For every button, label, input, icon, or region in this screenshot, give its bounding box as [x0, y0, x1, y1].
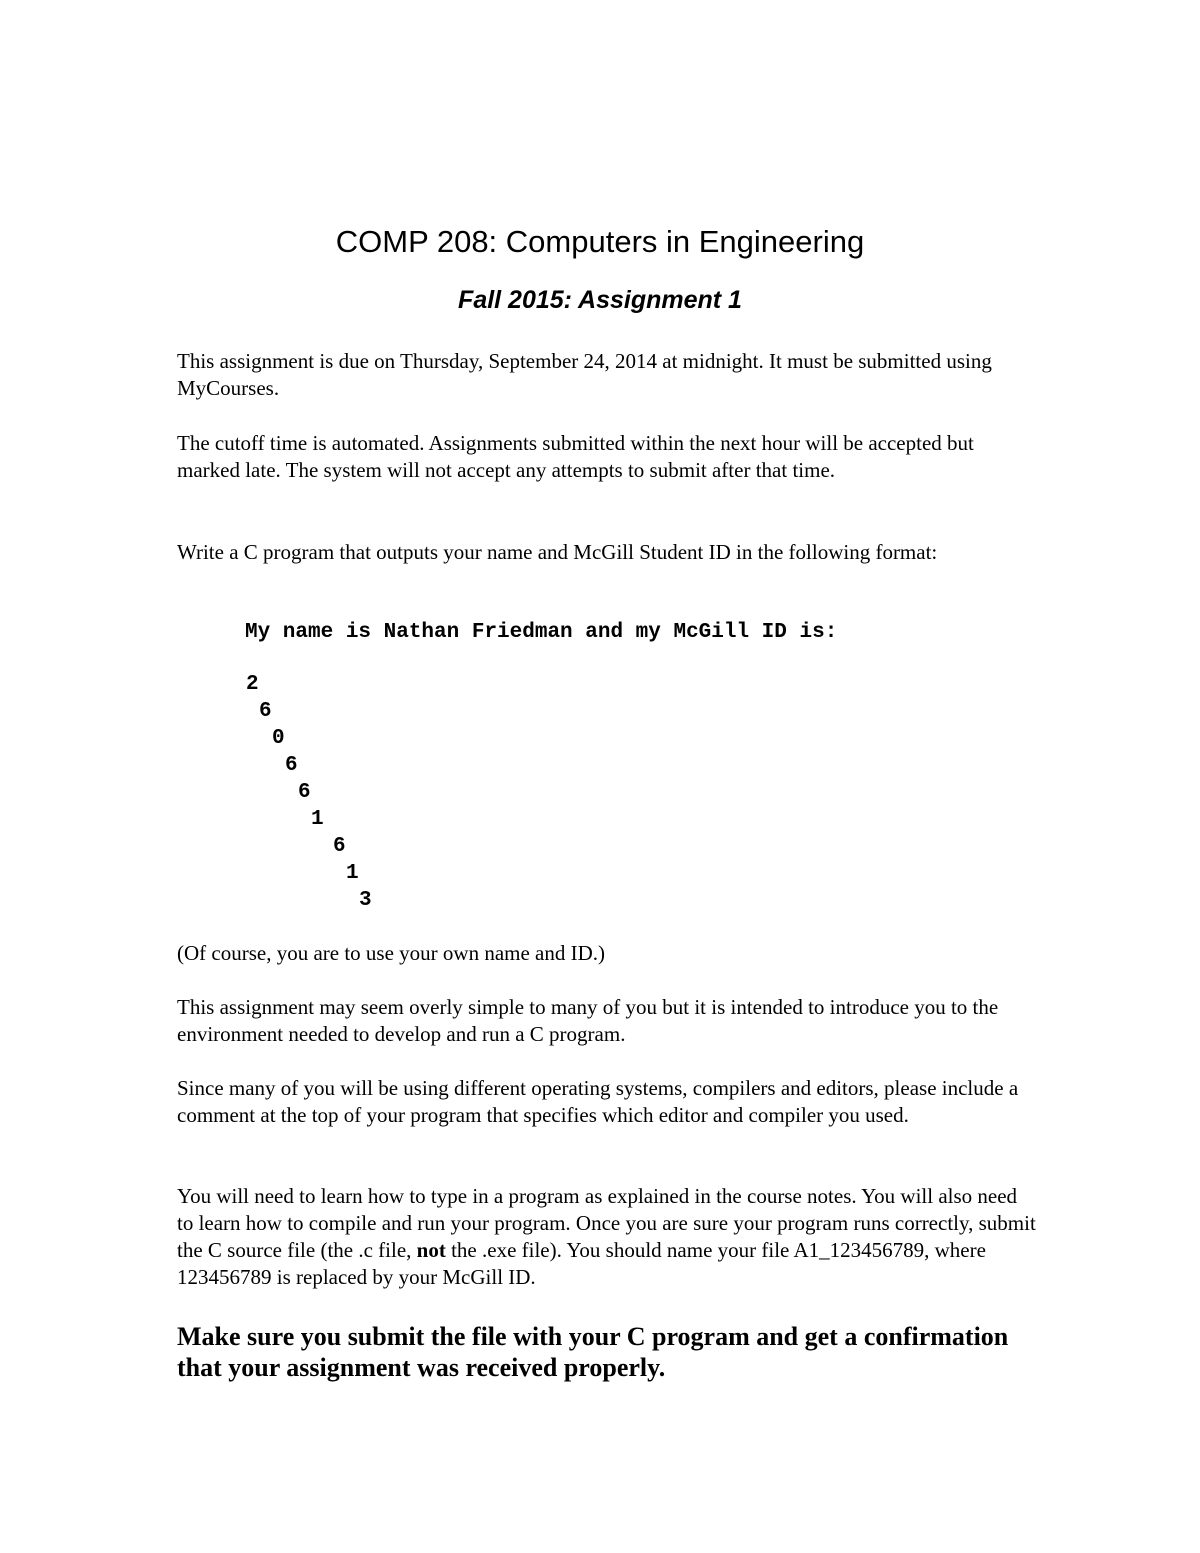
id-digit: 6 — [259, 700, 272, 723]
due-date-paragraph: This assignment is due on Thursday, September 24, 2014 at midnight. It must be submitted using MyCourses. — [177, 349, 992, 400]
document-subtitle: Fall 2015: Assignment 1 — [458, 286, 742, 314]
intro-paragraph: This assignment may seem overly simple to many of you but it is intended to introduce you to the environment needed to develop and run a C program. — [177, 995, 999, 1046]
id-digit: 6 — [298, 781, 311, 804]
sample-output-line: My name is Nathan Friedman and my McGill ID is: — [245, 621, 838, 644]
own-name-note: (Of course, you are to use your own name and ID.) — [177, 941, 606, 965]
cutoff-paragraph: The cutoff time is automated. Assignments submitted within the next hour will be accepted but marked late. The system will not accept any attempts to submit after that time. — [177, 431, 974, 482]
id-digit: 6 — [285, 754, 298, 777]
id-digit: 2 — [246, 673, 259, 696]
environment-paragraph: Since many of you will be using different operating systems, compilers and editors, please include a comment at the top of your program that specifies which editor and compiler you used. — [177, 1076, 1019, 1127]
submission-text-end: the .exe file). You should name your file A1_123456789, where 123456789 is replaced by your McGill ID. — [177, 1238, 986, 1289]
id-digit: 0 — [272, 727, 285, 750]
submission-text-start: You will need to learn how to type in a program as explained in the course notes. You will also need to learn how to compile and run your program. Once you are sure your program runs correctly, submit the C source file (the .c file, — [177, 1184, 1036, 1262]
id-digit: 6 — [333, 835, 346, 858]
closing-notice: Make sure you submit the file with your C program and get a confirmation that your assignment was received properly. — [177, 1322, 1009, 1382]
id-digit: 3 — [359, 889, 372, 912]
document-title: COMP 208: Computers in Engineering — [335, 224, 865, 259]
id-digit: 1 — [311, 808, 324, 831]
task-paragraph: Write a C program that outputs your name and McGill Student ID in the following format: — [177, 540, 938, 564]
submission-emphasis: not — [416, 1238, 446, 1262]
submission-paragraph — [177, 1183, 1037, 1291]
id-digit: 1 — [346, 862, 359, 885]
